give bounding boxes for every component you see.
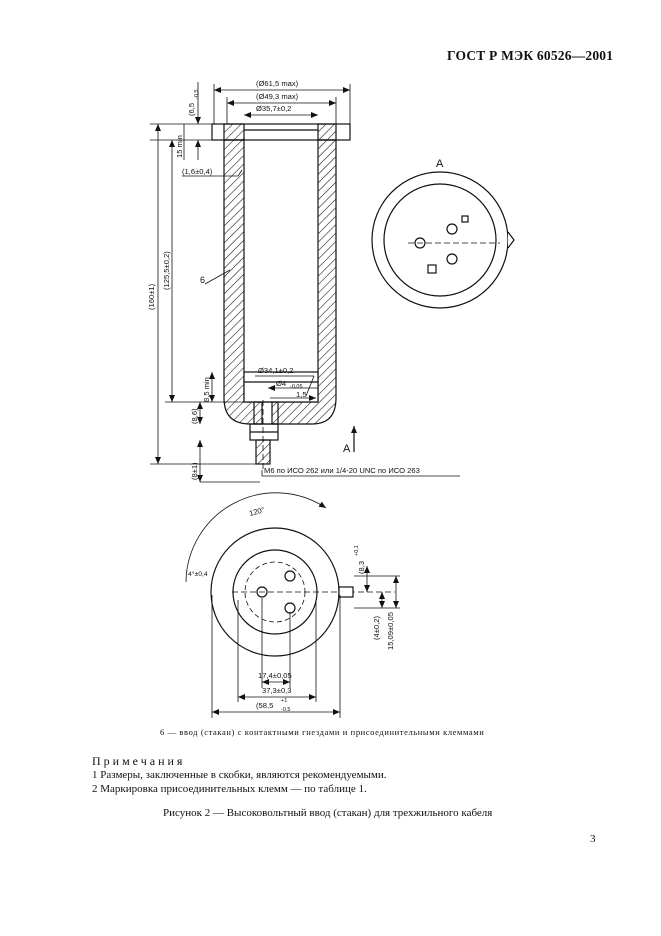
note-item: 1 Размеры, заключенные в скобки, являются рекомендуемыми. (92, 769, 387, 781)
label-chamfer: (1,6±0,4) (182, 167, 213, 176)
standard-header: ГОСТ Р МЭК 60526—2001 (447, 48, 614, 63)
label-item6: 6 (200, 275, 206, 285)
label-flange-tol: -0,5 (194, 89, 200, 99)
page-number: 3 (590, 833, 596, 845)
label-d-bore: Ø35,7±0,2 (256, 104, 292, 113)
label-len-inner: (125,5±0,2) (162, 251, 171, 290)
label-angle: 120° (248, 505, 266, 518)
label-dim83: (8,3 (357, 560, 366, 574)
label-dim15: 1,5 (296, 390, 307, 399)
label-dim585-tol-dn: -0,5 (281, 707, 291, 713)
figure-caption: Рисунок 2 — Высоковольтный ввод (стакан) для трехжильного кабеля (163, 807, 493, 819)
bottom-view (186, 493, 400, 718)
label-dim373: 37,3±0,3 (262, 686, 292, 695)
label-min15: 15 min (175, 135, 184, 158)
label-d-bottom: Ø34,1±0,2 (258, 366, 294, 375)
dimension-labels (147, 79, 444, 713)
label-dim585: (58,5 (256, 701, 274, 710)
figure-legend: 6 — ввод (стакан) с контактными гнездами и присоединительными клеммами (160, 727, 485, 737)
label-thread: M6 по ИСО 262 или 1/4-20 UNC по ИСО 263 (264, 466, 420, 475)
label-d-mid: (Ø49,3 max) (256, 92, 299, 101)
label-d-outer: (Ø61,5 max) (256, 79, 299, 88)
label-d-hole-tol: -0,05 (290, 384, 303, 390)
label-flange-h: (6,5 (187, 102, 196, 116)
label-view: A (436, 158, 444, 170)
label-dim15088: 15,09±0,05 (386, 612, 395, 650)
label-dim83-tol: +0,1 (354, 545, 360, 556)
label-d-hole: Ø4 (276, 379, 287, 388)
label-dim81: (8±1) (190, 462, 199, 480)
notes-title: Примечания (92, 754, 186, 768)
label-len-total: (160±1) (147, 283, 156, 310)
view-a (372, 172, 514, 308)
note-item: 2 Маркировка присоединительных клемм — по таблице 1. (92, 783, 367, 795)
label-dim585-tol-up: +1 (281, 698, 288, 704)
label-dim174: 17,4±0,05 (258, 671, 292, 680)
label-angle-small: 4°±0,4 (188, 571, 208, 578)
label-arrow-a: A (343, 443, 351, 455)
label-dim42: (4±0,2) (372, 615, 381, 640)
label-dim86: (8,6) (190, 408, 199, 424)
label-min85: 8,5 min (202, 377, 211, 402)
